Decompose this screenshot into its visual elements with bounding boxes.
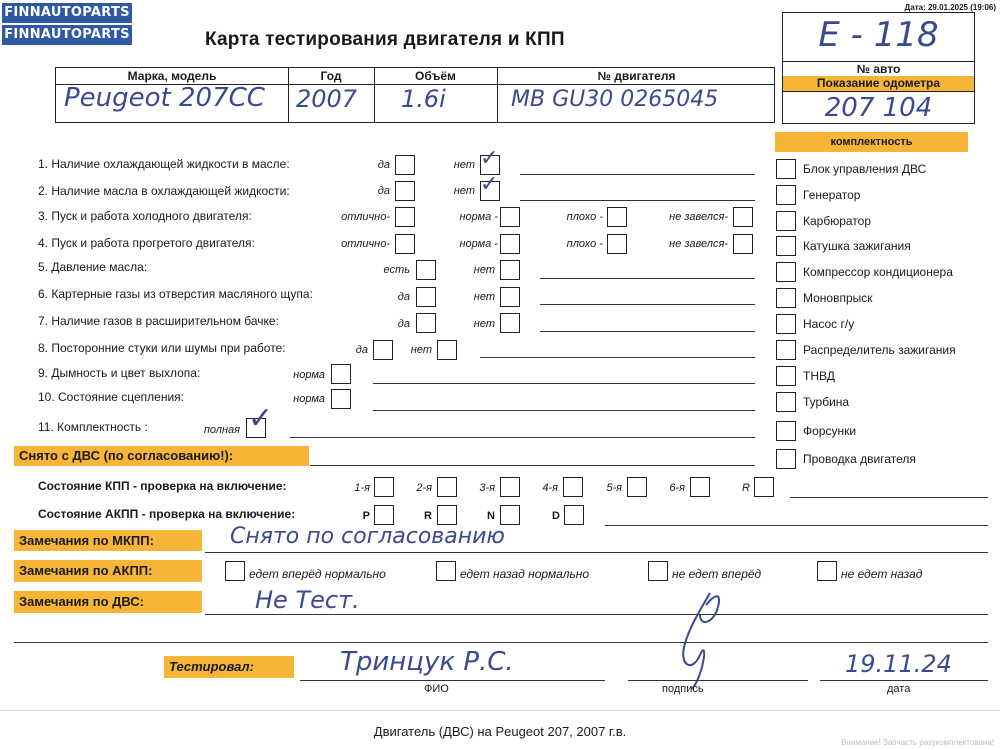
check-row-label: 5. Давление масла: xyxy=(38,260,148,274)
option-label: норма - xyxy=(459,238,498,250)
completeness-checkbox[interactable] xyxy=(776,449,796,469)
option-label: да xyxy=(355,344,368,356)
engine-number-header: № двигателя xyxy=(597,69,676,83)
test-date: 19.11.24 xyxy=(845,650,952,678)
completeness-checkbox[interactable] xyxy=(776,159,796,179)
completeness-checkbox[interactable] xyxy=(776,185,796,205)
year-header: Год xyxy=(320,69,342,83)
checkbox[interactable] xyxy=(374,505,394,525)
check-row-label: 1. Наличие охлаждающей жидкости в масле: xyxy=(38,157,290,171)
checkbox[interactable] xyxy=(500,287,520,307)
check-row-label: 7. Наличие газов в расширительном бачке: xyxy=(38,314,279,328)
photo-caption: Двигатель (ДВС) на Peugeot 207, 2007 г.в. xyxy=(373,724,627,739)
option-label: едет назад нормально xyxy=(460,567,590,581)
checkbox[interactable] xyxy=(607,207,627,227)
completeness-checkbox[interactable] xyxy=(776,314,796,334)
year-value: 2007 xyxy=(296,85,358,113)
checkbox[interactable] xyxy=(436,561,456,581)
option-label: нет xyxy=(453,185,475,197)
checkbox[interactable] xyxy=(395,155,415,175)
odometer-label: Показание одометра xyxy=(783,76,974,91)
make-header: Марка, модель xyxy=(127,69,217,83)
automatic-gearbox-label: Состояние АКПП - проверка на включение: xyxy=(38,507,296,521)
completeness-item-label: Карбюратор xyxy=(803,214,872,228)
completeness-item-label: Катушка зажигания xyxy=(803,239,911,253)
completeness-item-label: ТНВД xyxy=(803,369,835,383)
mode-label: N xyxy=(487,510,495,522)
completeness-item-label: Распределитель зажигания xyxy=(803,343,956,357)
volume-header: Объём xyxy=(415,69,456,83)
option-label: плохо - xyxy=(566,238,603,250)
checkmark-icon: ✓ xyxy=(480,172,499,197)
check-row-label: 10. Состояние сцепления: xyxy=(38,390,184,404)
checkbox[interactable] xyxy=(500,477,520,497)
completeness-item-label: Генератор xyxy=(803,188,861,202)
signature-label: подпись xyxy=(662,683,704,695)
checkbox[interactable] xyxy=(500,207,520,227)
completeness-checkbox[interactable] xyxy=(776,211,796,231)
checkbox[interactable] xyxy=(395,207,415,227)
volume-value: 1.6i xyxy=(401,85,446,113)
checkbox[interactable] xyxy=(500,313,520,333)
check-row-label: 2. Наличие масла в охлаждающей жидкости: xyxy=(38,184,290,198)
option-label: нет xyxy=(410,344,432,356)
checkbox[interactable] xyxy=(733,207,753,227)
gear-label: 3-я xyxy=(479,482,495,494)
checkbox[interactable] xyxy=(331,389,351,409)
gear-label: 1-я xyxy=(354,482,370,494)
completeness-item-label: Насос г/у xyxy=(803,317,855,331)
tested-by-label: Тестировал: xyxy=(164,656,294,678)
option-label: отлично- xyxy=(341,211,390,223)
automatic-remarks-label: Замечания по АКПП: xyxy=(14,560,202,582)
option-label: плохо - xyxy=(566,211,603,223)
check-row-label: 6. Картерные газы из отверстия масляного щупа: xyxy=(38,287,313,301)
completeness-checkbox[interactable] xyxy=(776,236,796,256)
completeness-item-label: Турбина xyxy=(803,395,850,409)
check-row-label: 8. Посторонние стуки или шумы при работе: xyxy=(38,341,286,355)
completeness-item-label: Форсунки xyxy=(803,424,857,438)
checkbox[interactable] xyxy=(754,477,774,497)
engine-number-value: MB GU30 0265045 xyxy=(511,87,719,112)
make-value: Peugeot 207CC xyxy=(64,83,265,113)
checkbox[interactable] xyxy=(437,505,457,525)
gear-label: 6-я xyxy=(669,482,685,494)
manual-remarks-label: Замечания по МКПП: xyxy=(14,530,202,551)
manual-remarks-value: Снято по согласованию xyxy=(230,524,505,549)
completeness-item-label: Блок управления ДВС xyxy=(803,162,927,176)
logo-secondary: FINNAUTOPARTS xyxy=(2,25,132,45)
completeness-checkbox[interactable] xyxy=(776,288,796,308)
option-label: да xyxy=(397,318,410,330)
option-label: да xyxy=(377,185,390,197)
mode-label: D xyxy=(552,510,560,522)
removed-parts-label: Снято с ДВС (по согласованию!): xyxy=(14,446,309,466)
logo: FINNAUTOPARTS xyxy=(2,3,132,23)
option-label: не едет вперёд xyxy=(672,567,762,581)
tester-name: Тринцук Р.С. xyxy=(340,647,514,677)
checkbox[interactable] xyxy=(416,287,436,307)
gear-label: 5-я xyxy=(606,482,622,494)
mode-label: R xyxy=(424,510,432,522)
option-label: да xyxy=(397,291,410,303)
checkbox[interactable] xyxy=(373,340,393,360)
card-title: Карта тестирования двигателя и КПП xyxy=(205,29,565,50)
completeness-item-label: Компрессор кондиционера xyxy=(803,265,953,279)
option-label: нет xyxy=(473,318,495,330)
checkbox[interactable] xyxy=(500,260,520,280)
completeness-title: комплектность xyxy=(775,132,968,152)
option-label: отлично- xyxy=(341,238,390,250)
checkbox[interactable] xyxy=(627,477,647,497)
option-label: не завелся- xyxy=(669,211,728,223)
checkbox[interactable] xyxy=(563,477,583,497)
checkbox[interactable] xyxy=(437,340,457,360)
option-label: нет xyxy=(453,159,475,171)
date-label: дата xyxy=(887,683,911,695)
option-label: не едет назад xyxy=(841,567,923,581)
option-label: норма - xyxy=(459,211,498,223)
checkmark-icon: ✓ xyxy=(248,401,274,436)
checkbox[interactable] xyxy=(817,561,837,581)
checkbox[interactable] xyxy=(733,234,753,254)
checkbox[interactable] xyxy=(395,234,415,254)
completeness-item-label: Моновпрыск xyxy=(803,291,873,305)
manual-gearbox-label: Состояние КПП - проверка на включение: xyxy=(38,479,287,493)
vehicle-info-table xyxy=(55,67,775,123)
checkbox[interactable] xyxy=(607,234,627,254)
completeness-checkbox[interactable] xyxy=(776,392,796,412)
option-label: норма xyxy=(293,369,325,381)
completeness-checkbox[interactable] xyxy=(776,421,796,441)
checkbox[interactable] xyxy=(648,561,668,581)
auto-number-label: № авто xyxy=(856,62,901,76)
mode-label: P xyxy=(362,510,370,522)
checkbox[interactable] xyxy=(416,260,436,280)
completeness-checkbox[interactable] xyxy=(776,262,796,282)
auto-number-value: E - 118 xyxy=(818,15,939,55)
option-label: норма xyxy=(293,393,325,405)
engine-remarks-label: Замечания по ДВС: xyxy=(14,591,202,613)
option-label: полная xyxy=(203,424,240,436)
engine-remarks-value: Не Тест. xyxy=(255,586,360,614)
date-stamp: Дата: 29.01.2025 (19:06) xyxy=(904,3,996,12)
completeness-checkbox[interactable] xyxy=(776,340,796,360)
option-label: не завелся- xyxy=(669,238,728,250)
signature-icon xyxy=(670,585,730,695)
checkbox[interactable] xyxy=(500,234,520,254)
option-label: едет вперёд нормально xyxy=(249,567,386,581)
checkbox[interactable] xyxy=(331,364,351,384)
completeness-checkbox[interactable] xyxy=(776,366,796,386)
gear-label: R xyxy=(742,482,750,494)
completeness-item-label: Проводка двигателя xyxy=(803,452,916,466)
checkbox[interactable] xyxy=(437,477,457,497)
checkbox[interactable] xyxy=(564,505,584,525)
checkbox[interactable] xyxy=(690,477,710,497)
odometer-value: 207 104 xyxy=(824,93,933,123)
check-row-label: 3. Пуск и работа холодного двигателя: xyxy=(38,209,252,223)
checkbox[interactable] xyxy=(225,561,245,581)
checkbox[interactable] xyxy=(374,477,394,497)
check-row-label: 4. Пуск и работа прогретого двигателя: xyxy=(38,236,255,250)
fio-label: ФИО xyxy=(424,683,449,695)
watermark: Внимание! Запчасть разукомплектована! xyxy=(841,738,994,747)
checkbox[interactable] xyxy=(416,313,436,333)
auto-number-box xyxy=(782,12,975,124)
gear-label: 4-я xyxy=(542,482,558,494)
gear-label: 2-я xyxy=(416,482,432,494)
check-row-label: 9. Дымность и цвет выхлопа: xyxy=(38,366,201,380)
option-label: есть xyxy=(383,264,410,276)
checkmark-icon: ✓ xyxy=(480,146,499,171)
checkbox[interactable] xyxy=(500,505,520,525)
checkbox[interactable] xyxy=(395,181,415,201)
check-row-label: 11. Комплектность : xyxy=(38,420,148,434)
option-label: нет xyxy=(473,291,495,303)
option-label: нет xyxy=(473,264,495,276)
option-label: да xyxy=(377,159,390,171)
